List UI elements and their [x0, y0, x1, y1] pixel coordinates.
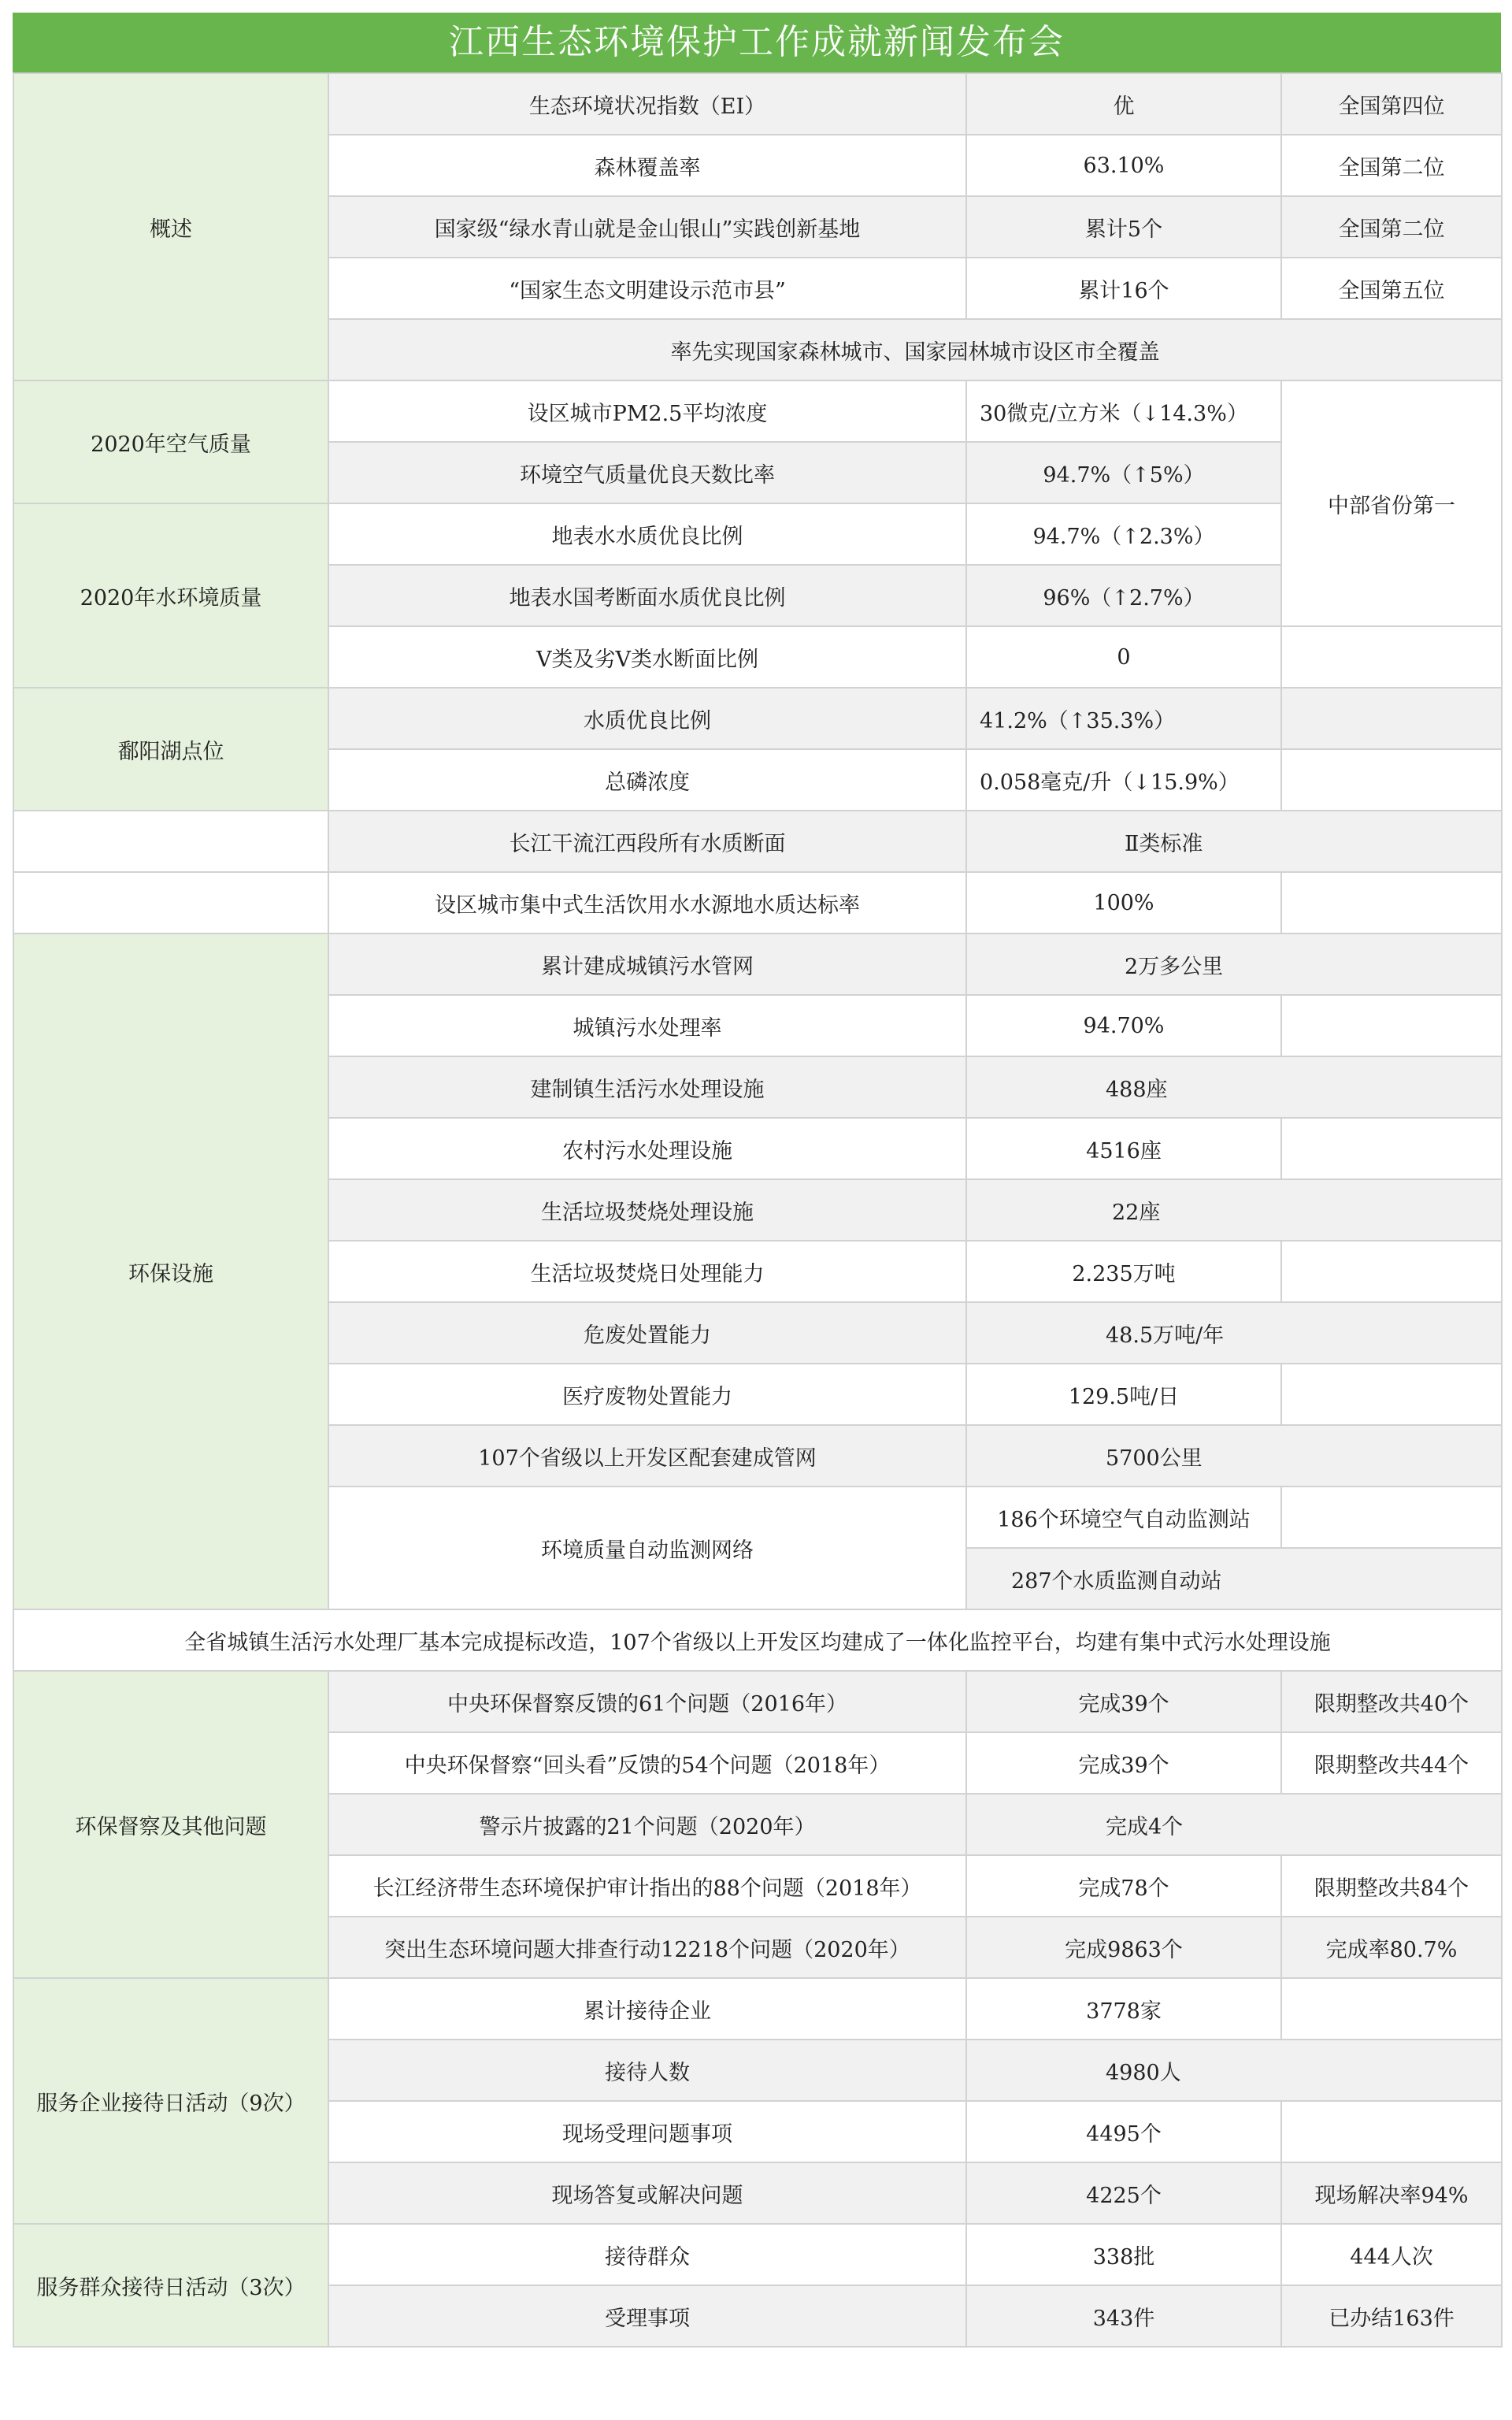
value-cell: 488座 — [966, 1056, 1502, 1118]
empty-cell — [1281, 2101, 1502, 2162]
value-cell: 48.5万吨/年 — [966, 1302, 1502, 1364]
item-cell: 接待人数 — [328, 2040, 966, 2101]
item-cell: 生活垃圾焚烧处理设施 — [328, 1179, 966, 1241]
table-row — [13, 73, 1502, 135]
item-cell: 设区城市PM2.5平均浓度 — [328, 380, 966, 442]
group-label-facilities: 环保设施 — [13, 933, 328, 1609]
value-cell: 完成9863个 — [966, 1917, 1281, 1978]
item-cell: 总磷浓度 — [328, 749, 966, 811]
rank-cell: 中部省份第一 — [1281, 380, 1502, 626]
item-cell: 中央环保督察反馈的61个问题（2016年） — [328, 1671, 966, 1732]
item-cell: 农村污水处理设施 — [328, 1118, 966, 1179]
item-cell: 城镇污水处理率 — [328, 995, 966, 1056]
note-cell: 率先实现国家森林城市、国家园林城市设区市全覆盖 — [328, 319, 1502, 380]
item-cell: 突出生态环境问题大排查行动12218个问题（2020年） — [328, 1917, 966, 1978]
rank-cell: 全国第二位 — [1281, 135, 1502, 196]
value-cell: 343件 — [966, 2285, 1281, 2347]
value-cell: Ⅱ类标准 — [966, 811, 1502, 872]
table-row — [13, 503, 1502, 565]
table-row — [13, 872, 1502, 933]
item-cell: 环境空气质量优良天数比率 — [328, 442, 966, 503]
rank-cell: 全国第五位 — [1281, 258, 1502, 319]
extra-cell: 限期整改共40个 — [1281, 1671, 1502, 1732]
value-cell: 0 — [966, 626, 1281, 688]
sheet-title: 江西生态环境保护工作成就新闻发布会 — [13, 13, 1501, 72]
empty-cell — [1281, 1118, 1502, 1179]
value-cell: 96%（↑2.7%） — [966, 565, 1281, 626]
value-cell: 4980人 — [966, 2040, 1502, 2101]
item-cell: 警示片披露的21个问题（2020年） — [328, 1794, 966, 1855]
value-cell: 4516座 — [966, 1118, 1281, 1179]
value-cell: 完成4个 — [966, 1794, 1502, 1855]
item-cell: 现场受理问题事项 — [328, 2101, 966, 2162]
item-cell: 森林覆盖率 — [328, 135, 966, 196]
empty-cell — [1281, 1978, 1502, 2040]
item-cell: 建制镇生活污水处理设施 — [328, 1056, 966, 1118]
item-cell: 地表水国考断面水质优良比例 — [328, 565, 966, 626]
value-cell: 完成39个 — [966, 1671, 1281, 1732]
value-cell: 完成78个 — [966, 1855, 1281, 1917]
item-cell: 长江经济带生态环境保护审计指出的88个问题（2018年） — [328, 1855, 966, 1917]
item-cell: 累计接待企业 — [328, 1978, 966, 2040]
item-cell: 国家级“绿水青山就是金山银山”实践创新基地 — [328, 196, 966, 258]
group-label-public: 服务群众接待日活动（3次） — [13, 2224, 328, 2347]
value-cell: 3778家 — [966, 1978, 1281, 2040]
item-cell: 生活垃圾焚烧日处理能力 — [328, 1241, 966, 1302]
value-cell: 累计16个 — [966, 258, 1281, 319]
empty-cell — [1281, 1241, 1502, 1302]
value-cell: 338批 — [966, 2224, 1281, 2285]
item-cell: 107个省级以上开发区配套建成管网 — [328, 1425, 966, 1487]
value-cell: 30微克/立方米（↓14.3%） — [966, 380, 1281, 442]
extra-cell: 完成率80.7% — [1281, 1917, 1502, 1978]
extra-cell: 限期整改共44个 — [1281, 1732, 1502, 1794]
report-sheet — [13, 13, 1501, 2348]
empty-cell — [1281, 749, 1502, 811]
value-cell: 优 — [966, 73, 1281, 135]
empty-cell — [1281, 688, 1502, 749]
item-cell: 受理事项 — [328, 2285, 966, 2347]
value-cell: 129.5吨/日 — [966, 1364, 1281, 1425]
group-label-poyang: 鄱阳湖点位 — [13, 688, 328, 811]
empty-group-cell — [13, 811, 328, 872]
table-row — [13, 933, 1502, 995]
empty-cell — [1281, 626, 1502, 688]
group-label-air: 2020年空气质量 — [13, 380, 328, 503]
item-cell: 接待群众 — [328, 2224, 966, 2285]
value-cell: 5700公里 — [966, 1425, 1502, 1487]
data-table — [13, 72, 1503, 2348]
table-row — [13, 380, 1502, 442]
group-label-water: 2020年水环境质量 — [13, 503, 328, 688]
value-cell: 287个水质监测自动站 — [966, 1548, 1502, 1609]
item-cell: 危废处置能力 — [328, 1302, 966, 1364]
item-cell: 中央环保督察“回头看”反馈的54个问题（2018年） — [328, 1732, 966, 1794]
value-cell: 100% — [966, 872, 1281, 933]
item-cell: 水质优良比例 — [328, 688, 966, 749]
table-row — [13, 1609, 1502, 1671]
value-cell: 2万多公里 — [966, 933, 1502, 995]
item-cell: 设区城市集中式生活饮用水水源地水质达标率 — [328, 872, 966, 933]
item-cell: 医疗废物处置能力 — [328, 1364, 966, 1425]
item-cell: 累计建成城镇污水管网 — [328, 933, 966, 995]
rank-cell: 全国第二位 — [1281, 196, 1502, 258]
empty-cell — [1281, 1487, 1502, 1548]
value-cell: 22座 — [966, 1179, 1502, 1241]
group-label-inspection: 环保督察及其他问题 — [13, 1671, 328, 1978]
item-cell: 环境质量自动监测网络 — [328, 1487, 966, 1609]
value-cell: 63.10% — [966, 135, 1281, 196]
table-row — [13, 688, 1502, 749]
empty-cell — [1281, 995, 1502, 1056]
group-label-enterprise: 服务企业接待日活动（9次） — [13, 1978, 328, 2224]
group-label-overview: 概述 — [13, 73, 328, 380]
value-cell: 2.235万吨 — [966, 1241, 1281, 1302]
value-cell: 41.2%（↑35.3%） — [966, 688, 1281, 749]
full-note-cell: 全省城镇生活污水处理厂基本完成提标改造，107个省级以上开发区均建成了一体化监控平台，均建有集中式污水处理设施 — [13, 1609, 1502, 1671]
value-cell: 4495个 — [966, 2101, 1281, 2162]
value-cell: 0.058毫克/升（↓15.9%） — [966, 749, 1281, 811]
empty-group-cell — [13, 872, 328, 933]
item-cell: Ⅴ类及劣Ⅴ类水断面比例 — [328, 626, 966, 688]
value-cell: 186个环境空气自动监测站 — [966, 1487, 1281, 1548]
table-row — [13, 1671, 1502, 1732]
value-cell: 完成39个 — [966, 1732, 1281, 1794]
extra-cell: 现场解决率94% — [1281, 2162, 1502, 2224]
table-row — [13, 811, 1502, 872]
value-cell: 4225个 — [966, 2162, 1281, 2224]
extra-cell: 已办结163件 — [1281, 2285, 1502, 2347]
rank-cell: 全国第四位 — [1281, 73, 1502, 135]
table-row — [13, 2224, 1502, 2285]
table-row — [13, 1978, 1502, 2040]
value-cell: 94.7%（↑2.3%） — [966, 503, 1281, 565]
item-cell: 现场答复或解决问题 — [328, 2162, 966, 2224]
empty-cell — [1281, 872, 1502, 933]
extra-cell: 限期整改共84个 — [1281, 1855, 1502, 1917]
value-cell: 94.70% — [966, 995, 1281, 1056]
item-cell: 地表水水质优良比例 — [328, 503, 966, 565]
empty-cell — [1281, 1364, 1502, 1425]
extra-cell: 444人次 — [1281, 2224, 1502, 2285]
item-cell: “国家生态文明建设示范市县” — [328, 258, 966, 319]
item-cell: 长江干流江西段所有水质断面 — [328, 811, 966, 872]
item-cell: 生态环境状况指数（EI） — [328, 73, 966, 135]
value-cell: 94.7%（↑5%） — [966, 442, 1281, 503]
value-cell: 累计5个 — [966, 196, 1281, 258]
